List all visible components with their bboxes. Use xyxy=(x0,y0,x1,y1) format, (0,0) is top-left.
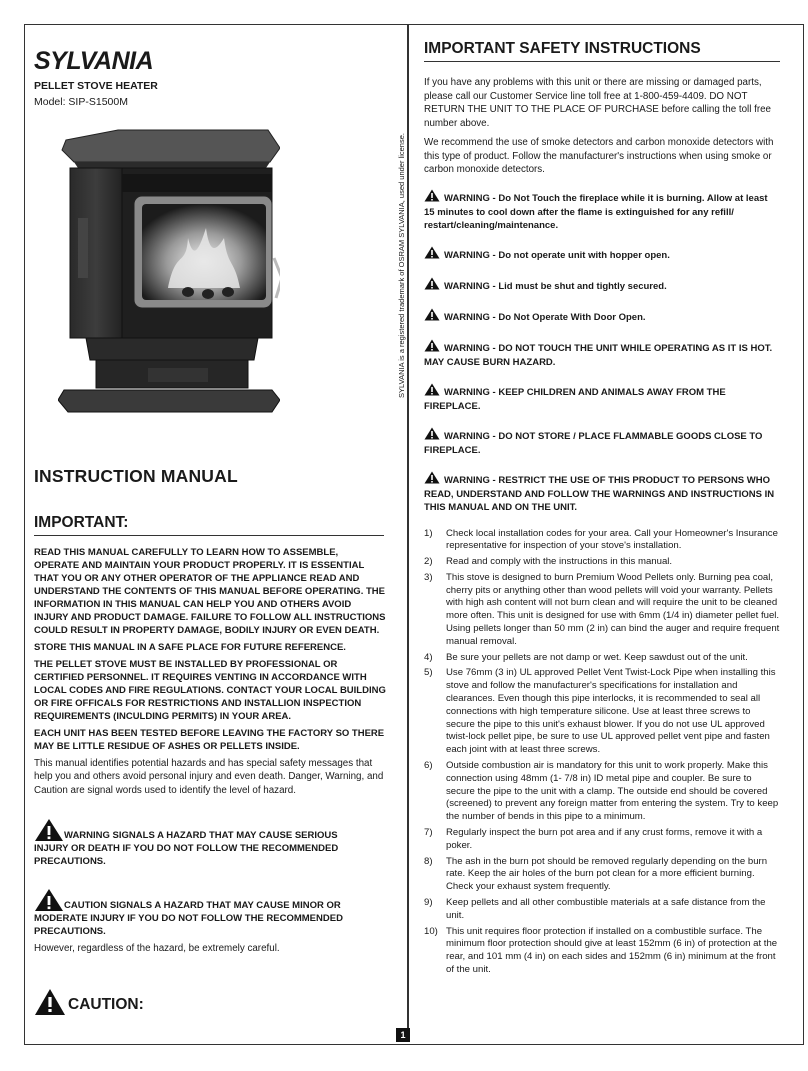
important-section-head xyxy=(34,514,384,536)
warning-item xyxy=(424,471,780,514)
instruction-item xyxy=(424,652,780,665)
instruction-item xyxy=(424,556,780,569)
item-text: This stove is designed to burn Premium Wood Pellets only. Burning pea coal, cherry pits or anything other than wood pellets will void your warranty. Pellets with high ash content will not burn clean and will require the unit to be cleaned more often. This unit is designed for use with 6mm (1/4 in) diameter pellet fuel. Using pellets longer than 50 mm (2 in) can bind the auger and require frequent manual removal. xyxy=(446,571,780,647)
important-caps-4: EACH UNIT HAS BEEN TESTED BEFORE LEAVING THE FACTORY SO THERE MAY BE LITTLE RESIDUE OF ASHES OR PELLETS INSIDE. xyxy=(34,728,385,752)
important-caps-1: READ THIS MANUAL CAREFULLY TO LEARN HOW TO ASSEMBLE, OPERATE AND MAINTAIN YOUR PRODUCT PROPERLY. IT IS ESSENTIAL THAT YOU OR ANY OTHER OPERATOR OF THE APPLIANCE READ AND UNDERSTAND THE CONTENTS OF THIS MANUAL BEFORE OPERATING. THE INFORMATION IN THIS MANUAL CAN HELP YOU AND OTHERS AVOID INJURY AND PRODUCT DAMAGE. FAILURE TO FOLLOW ALL INSTRUCTIONS COULD RESULT IN PROPERTY DAMAGE, BODILY INJURY OR EVEN DEATH. xyxy=(34,547,386,636)
safety-column xyxy=(424,40,780,980)
item-number: 10) xyxy=(424,925,438,937)
important-heading: IMPORTANT: xyxy=(34,514,384,536)
instruction-item xyxy=(424,667,780,757)
item-number: 9) xyxy=(424,897,433,909)
instruction-item xyxy=(424,897,780,923)
caution-heading-block xyxy=(34,988,144,1021)
item-number: 3) xyxy=(424,571,433,583)
caution-heading: CAUTION: xyxy=(68,995,144,1013)
warning-text: WARNING - Do Not Operate With Door Open. xyxy=(444,311,646,323)
caution-triangle-icon xyxy=(34,900,64,911)
warning-triangle-icon xyxy=(424,471,440,488)
item-text: Check local installation codes for your area. Call your Homeowner's Insurance representative for inspection of your stove's installation. xyxy=(446,527,778,552)
warning-triangle-icon xyxy=(424,308,440,325)
caution-heading-icon xyxy=(34,988,66,1021)
warning-triangle-icon xyxy=(424,246,440,263)
item-number: 5) xyxy=(424,667,433,679)
warning-item xyxy=(424,339,780,369)
column-divider xyxy=(407,24,409,1034)
item-text: Regularly inspect the burn pot area and if any crust forms, remove it with a poker. xyxy=(446,827,763,851)
item-number: 8) xyxy=(424,855,433,867)
safety-intro-1: If you have any problems with this unit or there are missing or damaged parts, please call our Customer Service line toll free at 1-800-459-4409. DO NOT RETURN THE UNIT TO THE PLACE OF PURCHASE before calling the toll free number above. xyxy=(424,77,771,129)
warning-text: WARNING - DO NOT TOUCH THE UNIT WHILE OPERATING AS IT IS HOT. MAY CAUSE BURN HAZARD. xyxy=(424,342,773,368)
item-number: 7) xyxy=(424,827,433,839)
item-text: Keep pellets and all other combustible materials at a safe distance from the unit. xyxy=(446,897,766,921)
instruction-item xyxy=(424,760,780,824)
warning-text: WARNING - RESTRICT THE USE OF THIS PRODUCT TO PERSONS WHO READ, UNDERSTAND AND FOLLOW THE WARNINGS AND INSTRUCTIONS IN THIS MANUAL AND ON THE UNIT. xyxy=(424,474,775,513)
warning-text: WARNING - DO NOT STORE / PLACE FLAMMABLE GOODS CLOSE TO FIREPLACE. xyxy=(424,430,763,456)
warning-text: WARNING - Do not operate unit with hopper open. xyxy=(444,249,670,261)
caution-signal-text: CAUTION SIGNALS A HAZARD THAT MAY CAUSE MINOR OR MODERATE INJURY IF YOU DO NOT FOLLOW THE RECOMMENDED PRECAUTIONS. xyxy=(34,900,343,937)
brand-logo: SYLVANIA xyxy=(34,47,154,75)
important-caps-2: STORE THIS MANUAL IN A SAFE PLACE FOR FUTURE REFERENCE. xyxy=(34,642,346,653)
instruction-item xyxy=(424,528,780,554)
item-text: Use 76mm (3 in) UL approved Pellet Vent Twist-Lock Pipe when installing this stove and follow the manufacturer's specifications for installation and clearances. Even though this pipe interlocks, it is recommended to seal all connections with high temperature silicone. Use at least three screws to secure the pipe to this unit's exhaust blower. If you do not use UL approved twist-lock pellet pipe, be sure to use UL approved pellet vent pipe and fasten each joint with at least three screws. xyxy=(446,667,776,756)
warning-triangle-icon xyxy=(424,339,440,356)
warning-text: WARNING - KEEP CHILDREN AND ANIMALS AWAY FROM THE FIREPLACE. xyxy=(424,386,726,412)
item-text: Be sure your pellets are not damp or wet. Keep sawdust out of the unit. xyxy=(446,651,748,663)
item-text: Read and comply with the instructions in this manual. xyxy=(446,556,673,568)
warning-signal-text: WARNING SIGNALS A HAZARD THAT MAY CAUSE SERIOUS INJURY OR DEATH IF YOU DO NOT FOLLOW THE RECOMMENDED PRECAUTIONS. xyxy=(34,830,339,867)
left-header xyxy=(34,40,386,108)
warning-signal-block xyxy=(34,818,374,868)
safety-intro-2: We recommend the use of smoke detectors and carbon monoxide detectors with this type of product. Follow the manufacturer's instructions when using smoke or carbon monoxide detectors. xyxy=(424,137,774,175)
warning-triangle-icon xyxy=(424,277,440,294)
page-number: 1 xyxy=(396,1028,410,1042)
warning-item xyxy=(424,189,780,232)
warning-triangle-icon xyxy=(424,383,440,400)
warnings-list xyxy=(424,189,780,514)
instruction-list xyxy=(424,528,780,977)
warning-item xyxy=(424,246,780,263)
trademark-vertical xyxy=(386,133,406,398)
instruction-item xyxy=(424,827,780,853)
instruction-item xyxy=(424,572,780,649)
instruction-item xyxy=(424,926,780,977)
model-number: Model: SIP-S1500M xyxy=(34,96,128,108)
warning-item xyxy=(424,427,780,457)
hazard-intro: This manual identifies potential hazards and has special safety messages that help you and others avoid personal injury and even death. Danger, Warning, and Caution are signal words used to identify the level of hazard. xyxy=(34,758,384,796)
trademark-text: SYLVANIA is a registered trademark of OSRAM SYLVANIA, used under license. xyxy=(397,133,406,398)
item-number: 2) xyxy=(424,556,433,568)
important-body xyxy=(34,546,386,801)
product-title: PELLET STOVE HEATER xyxy=(34,80,158,92)
safety-heading: IMPORTANT SAFETY INSTRUCTIONS xyxy=(424,40,780,62)
warning-item xyxy=(424,383,780,413)
careful-note: However, regardless of the hazard, be extremely careful. xyxy=(34,943,280,954)
item-number: 6) xyxy=(424,760,433,772)
caution-signal-block xyxy=(34,888,374,955)
item-text: This unit requires floor protection if installed on a combustible surface. The minimum floor protection should give at least 152mm (6 in) of protection at the rear, and 101 mm (4 in) on each sides and 152mm (6 in) minimum at the front of the unit. xyxy=(446,925,778,975)
important-caps-3: THE PELLET STOVE MUST BE INSTALLED BY PROFESSIONAL OR CERTIFIED PERSONNEL. IT REQUIRES VENTING IN ACCORDANCE WITH LOCAL CODES AND FIRE REGULATIONS. CONTACT YOUR LOCAL BUILDING OR FIRE OFFICALS FOR RESTRICTIONS AND INSTALLION INSPECTION REQUIREMENTS (INCULDING PERMITS) IN YOUR AREA. xyxy=(34,659,386,722)
warning-triangle-icon xyxy=(424,427,440,444)
warning-triangle-icon xyxy=(424,189,440,206)
manual-title: INSTRUCTION MANUAL xyxy=(34,466,238,486)
warning-item xyxy=(424,277,780,294)
item-number: 4) xyxy=(424,651,433,663)
item-number: 1) xyxy=(424,527,433,539)
instruction-item xyxy=(424,856,780,894)
warning-text: WARNING - Do Not Touch the fireplace while it is burning. Allow at least 15 minutes to cool down after the flame is extinguished for any refill/ restart/cleaning/maintenance. xyxy=(424,192,768,231)
item-text: The ash in the burn pot should be removed regularly depending on the burn rate. Keep the air holes of the burn pot clean for a more efficient burning. Check your exhaust system frequently. xyxy=(446,855,768,893)
warning-triangle-icon xyxy=(34,830,64,841)
warning-text: WARNING - Lid must be shut and tightly secured. xyxy=(444,280,667,292)
pellet-stove-image xyxy=(58,128,280,418)
item-text: Outside combustion air is mandatory for this unit to work properly. Make this connection using 48mm (1- 7/8 in) ID metal pipe and coupler. Be sure to secure the pipe to the unit with a clamp. The outside end should be covered (screened) to prevent any foreign matter from entering the system. Try to keep the number of bends in this pipe to a minimum. xyxy=(446,760,779,823)
warning-item xyxy=(424,308,780,325)
